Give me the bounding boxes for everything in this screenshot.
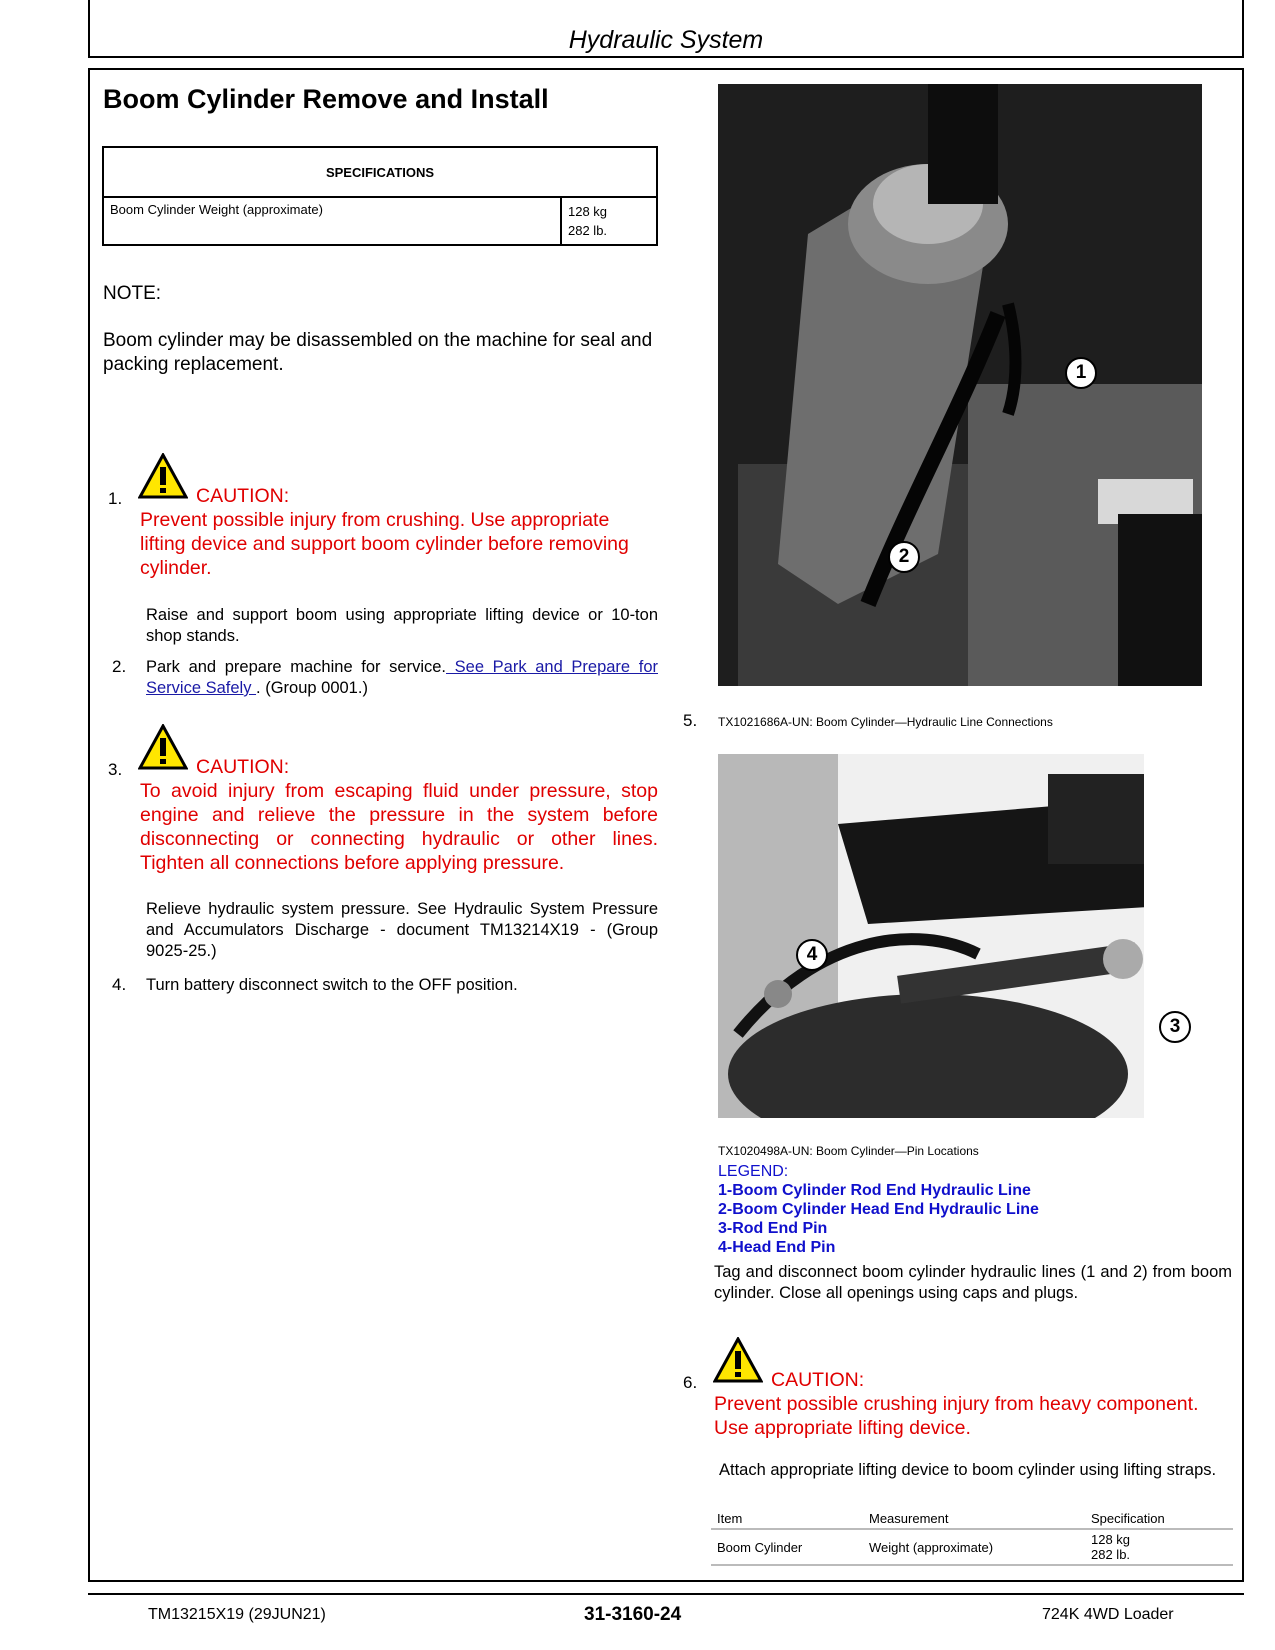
step-4-text: Turn battery disconnect switch to the OFF position. [146, 976, 518, 994]
callout-1: 1 [1065, 357, 1097, 389]
step-1-number: 1. [108, 489, 123, 508]
legend-title: LEGEND: [718, 1163, 789, 1180]
measurement-table [711, 1509, 1233, 1566]
step-6-caution-label: CAUTION: [771, 1369, 865, 1391]
note-text: Boom cylinder may be disassembled on the machine for seal and packing replacement. [103, 330, 653, 375]
callout-4: 4 [796, 939, 828, 971]
footer-document-id: TM13215X19 (29JUN21) [148, 1606, 326, 1623]
step-4-number: 4. [112, 975, 127, 994]
park-and-prepare-link[interactable]: See Park and Prepare for Service Safely [146, 658, 658, 697]
step-3-caution-label: CAUTION: [196, 756, 290, 778]
item-cell: Boom Cylinder [711, 1529, 863, 1565]
step-3-number: 3. [108, 760, 123, 779]
figure-2-caption: TX1020498A-UN: Boom Cylinder—Pin Locations [718, 1144, 979, 1158]
page-title: Boom Cylinder Remove and Install [103, 84, 549, 114]
specifications-table [102, 146, 658, 246]
step-3-warning: To avoid injury from escaping fluid under pressure, stop engine and relieve the pressure in the system before disconnecting or connecting hydraulic or other lines. Tighten all connections before applying pressure. [140, 780, 658, 874]
step-2-text: Park and prepare machine for service. See Park and Prepare for Service Safely . (Group 0001.) [146, 658, 658, 697]
legend-item: 4-Head End Pin [718, 1239, 836, 1256]
footer-machine-name: 724K 4WD Loader [1042, 1606, 1174, 1623]
column-header: Specification [1085, 1509, 1233, 1529]
footer-page-number: 31-3160-24 [584, 1604, 682, 1625]
table-row [711, 1529, 1233, 1565]
legend-item: 1-Boom Cylinder Rod End Hydraulic Line [718, 1182, 1031, 1199]
step-6-warning: Prevent possible crushing injury from heavy component. Use appropriate lifting device. [714, 1393, 1199, 1439]
legend-item: 3-Rod End Pin [718, 1220, 828, 1237]
step-5-number: 5. [683, 711, 698, 730]
column-header: Measurement [863, 1509, 1085, 1529]
boom-cylinder-pin-locations-photo [718, 754, 1144, 1118]
step-1-caution-label: CAUTION: [196, 485, 290, 507]
spec-row-value: 128 kg 282 lb. [561, 197, 657, 245]
legend-item: 2-Boom Cylinder Head End Hydraulic Line [718, 1201, 1039, 1218]
step-5-text: Tag and disconnect boom cylinder hydraulic lines (1 and 2) from boom cylinder. Close all openings using caps and plugs. [714, 1263, 1232, 1302]
section-header: Hydraulic System [568, 26, 764, 54]
boom-cylinder-hydraulic-lines-photo [718, 84, 1202, 686]
warning-icon [713, 1337, 763, 1383]
step-1-text: Raise and support boom using appropriate lifting device or 10-ton shop stands. [146, 606, 658, 645]
footer-rule [88, 1593, 1244, 1595]
specification-cell: 128 kg 282 lb. [1085, 1529, 1233, 1565]
warning-icon [138, 453, 188, 499]
figure-1-caption: TX1021686A-UN: Boom Cylinder—Hydraulic Line Connections [718, 715, 1053, 729]
specifications-heading: SPECIFICATIONS [103, 147, 657, 197]
note-label: NOTE: [103, 283, 162, 304]
step-1-warning: Prevent possible injury from crushing. Use appropriate lifting device and support boom cylinder before removing cylinder. [140, 509, 629, 579]
callout-3: 3 [1159, 1011, 1191, 1043]
legend [718, 1162, 1039, 1257]
measurement-cell: Weight (approximate) [863, 1529, 1085, 1565]
callout-2: 2 [888, 541, 920, 573]
step-2-number: 2. [112, 657, 127, 676]
step-6-number: 6. [683, 1373, 698, 1392]
column-header: Item [711, 1509, 863, 1529]
spec-row-label: Boom Cylinder Weight (approximate) [103, 197, 561, 245]
step-6-text: Attach appropriate lifting device to boom cylinder using lifting straps. [719, 1461, 1217, 1479]
warning-icon [138, 724, 188, 770]
step-3-text: Relieve hydraulic system pressure. See Hydraulic System Pressure and Accumulators Discharge - document TM13214X19 - (Group 9025-25.) [146, 900, 658, 960]
